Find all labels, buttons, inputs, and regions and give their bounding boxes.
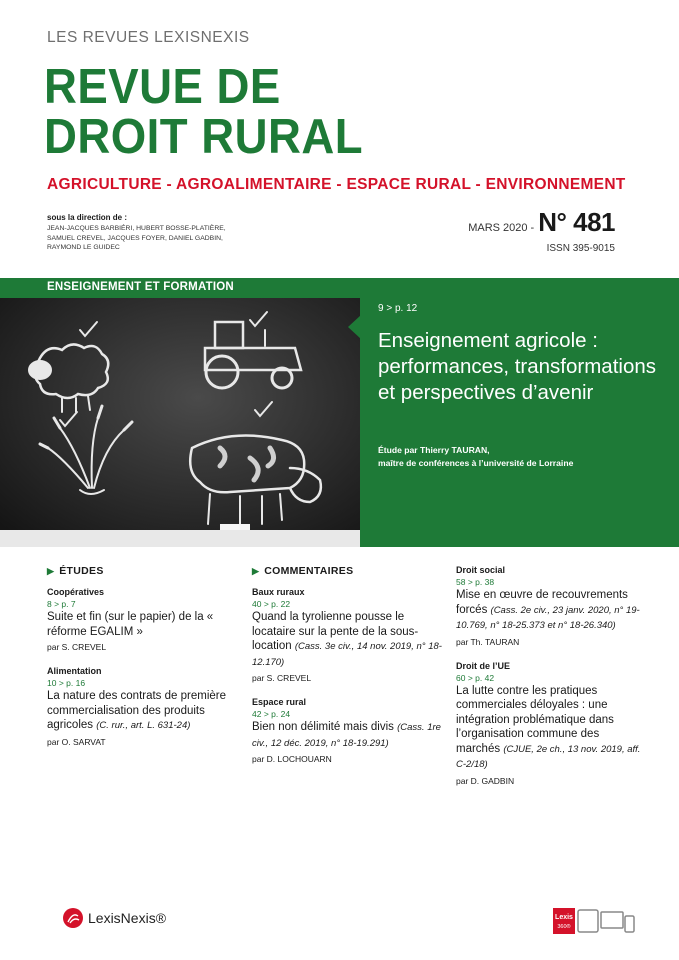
article-title: Quand la tyrolienne pousse le locataire sur la pente de la sous-location (Cass. 3e civ., 14 nov. 2019, n° 18-12.170): [252, 611, 442, 668]
article-author: par Th. TAURAN: [456, 636, 520, 647]
article-category: Coopératives: [47, 587, 105, 597]
article-title: Mise en œuvre de recouvrements forcés (Cass. 2e civ., 23 janv. 2020, n° 19-10.769, n° 18-25.373 et n° 18-26.340): [456, 589, 640, 631]
article-title: La lutte contre les pratiques commerciales déloyales : une intégration problématique dans l’organisation commune des marchés (CJUE, 2e ch., 13 nov. 2019, aff. C-2/18): [456, 684, 641, 770]
issue-number: N° 481: [538, 207, 615, 237]
direction-label: sous la direction de :: [47, 213, 128, 222]
column-commentaires: [252, 565, 447, 778]
column-etudes: [47, 565, 242, 761]
article-category: Droit de l’UE: [456, 660, 511, 671]
chalkboard-drawing: [0, 298, 360, 547]
article-category: Espace rural: [252, 697, 307, 707]
article-citation: (C. rur., art. L. 631-24): [96, 720, 191, 731]
feature-ref: 9 > p. 12: [378, 303, 418, 314]
article-item[interactable]: [47, 666, 242, 747]
article-title: Suite et fin (sur le papier) de la « réforme EGALIM »: [47, 611, 214, 638]
etudes-heading: [47, 565, 242, 577]
column-other: [456, 565, 641, 800]
badge-subtext: 360®: [557, 924, 571, 930]
journal-subtitle: AGRICULTURE - AGROALIMENTAIRE - ESPACE RURAL - ENVIRONNEMENT: [47, 176, 626, 193]
feature-author: [378, 444, 668, 470]
article-category: Alimentation: [47, 666, 102, 676]
article-author: par O. SARVAT: [47, 736, 106, 747]
issue-info: [468, 207, 615, 238]
article-ref: 10 > p. 16: [47, 678, 86, 688]
article-citation: (CJUE, 2e ch., 13 nov. 2019, aff. C-2/18): [456, 743, 641, 770]
article-item[interactable]: [252, 697, 447, 764]
article-ref: 40 > p. 22: [252, 599, 291, 609]
issue-date: MARS 2020 -: [468, 222, 535, 234]
article-item[interactable]: [47, 587, 242, 652]
article-category: Baux ruraux: [252, 587, 305, 597]
chalkboard-illustration: [0, 298, 360, 547]
article-title: La nature des contrats de première commercialisation des produits agricoles (C. rur., art. L. 631-24): [47, 690, 226, 731]
triangle-icon: ▶: [252, 565, 260, 576]
article-item[interactable]: [456, 565, 641, 647]
article-ref: 8 > p. 7: [47, 599, 76, 609]
direction-names: JEAN-JACQUES BARBIÉRI, HUBERT BOSSE-PLATIÈRE, SAMUEL CREVEL, JACQUES FOYER, DANIEL GADBIN, RAYMOND LE GUIDEC: [47, 225, 226, 251]
article-ref: 42 > p. 24: [252, 709, 291, 719]
badge-text: Lexis: [555, 914, 573, 921]
article-author: par S. CREVEL: [47, 642, 107, 652]
feature-author-line2: maître de conférences à l’université de Lorraine: [378, 458, 574, 468]
triangle-icon: ▶: [47, 565, 55, 576]
article-title: Bien non délimité mais divis (Cass. 1re civ., 12 déc. 2019, n° 18-19.291): [252, 721, 441, 749]
article-citation: (Cass. 2e civ., 23 janv. 2020, n° 19-10.769, n° 18-25.373 et n° 18-26.340): [456, 604, 640, 631]
article-citation: (Cass. 3e civ., 14 nov. 2019, n° 18-12.170): [252, 641, 442, 668]
lexis360-badge: [553, 908, 635, 934]
journal-title-line2: DROIT RURAL: [44, 110, 364, 164]
publisher-logo: [62, 907, 166, 929]
article-item[interactable]: [456, 661, 641, 786]
article-item[interactable]: [252, 587, 447, 683]
article-author: par S. CREVEL: [252, 673, 312, 683]
article-ref: 60 > p. 42: [456, 672, 495, 683]
feature-author-line1: Étude par Thierry TAURAN,: [378, 445, 490, 455]
issn: ISSN 395-9015: [546, 243, 615, 254]
lexisnexis-tree-icon: [62, 907, 84, 929]
devices-icon: [553, 908, 635, 934]
journal-title-line1: REVUE DE: [44, 60, 281, 114]
article-citation: (Cass. 1re civ., 12 déc. 2019, n° 18-19.291): [252, 722, 441, 749]
article-author: par D. GADBIN: [456, 775, 515, 786]
commentaires-heading: [252, 565, 447, 577]
feature-notch: [348, 315, 361, 339]
feature-title[interactable]: Enseignement agricole : performances, transformations et perspectives d’avenir: [378, 329, 657, 404]
etudes-heading-label: ÉTUDES: [59, 565, 104, 577]
article-author: par D. LOCHOUARN: [252, 754, 332, 764]
section-band-label: ENSEIGNEMENT ET FORMATION: [47, 281, 234, 293]
article-category: Droit social: [456, 565, 506, 575]
commentaires-heading-label: COMMENTAIRES: [264, 565, 354, 577]
article-ref: 58 > p. 38: [456, 577, 495, 587]
publisher-name: LexisNexis®: [88, 910, 167, 926]
series-name: LES REVUES LEXISNEXIS: [47, 29, 250, 46]
